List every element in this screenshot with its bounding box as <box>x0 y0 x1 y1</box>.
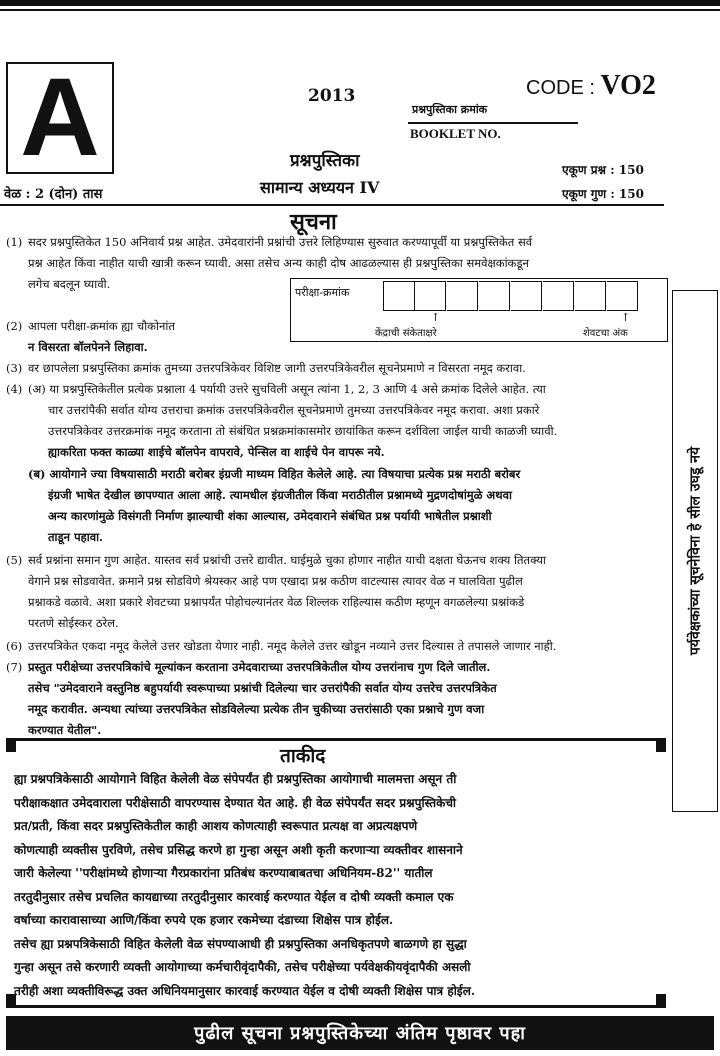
set-letter-box <box>6 56 114 179</box>
totals <box>562 158 644 206</box>
instruction-line: परतणे सोईस्कर ठरेल. <box>28 616 119 630</box>
code-label: CODE : <box>526 77 595 99</box>
arrow-up-icon: ↑ <box>431 311 441 324</box>
instruction-line: चार उत्तरांपैकी सर्वात योग्य उत्तराचा क्रमांक उत्तरपत्रिकेवरील सूचनेप्रमाणे तुमच्या उत्तरपत्रिकेवर नमूद करावा. अशा प्रकारे <box>48 403 540 417</box>
instruction-line: न विसरता बॉलपेनने लिहावा. <box>28 340 148 354</box>
warning-line: परीक्षाकक्षात उमेदवाराला परीक्षेसाठी वापरण्यास देण्यात येत आहे. ही वेळ संपेपर्यंत सदर प्रश्नपुस्तिकेची <box>14 795 457 810</box>
warning-body <box>14 768 654 1003</box>
instruction-line: लगेच बदलून घ्यावी. <box>28 277 111 291</box>
instruction-line: प्रस्तुत परीक्षेच्या उत्तरपत्रिकांचे मूल्यांकन करताना उमेदवाराच्या उत्तरपत्रिकेतील योग्य उत्तरांनाच गुण दिले जातील. <box>28 660 491 674</box>
roll-cell[interactable] <box>479 281 510 311</box>
total-marks: एकूण गुण : 150 <box>562 187 644 201</box>
instruction-line: तसेच "उमेदवाराने वस्तुनिष्ठ बहुपर्यायी स्वरूपाच्या प्रश्नांची दिलेल्या चार उत्तरांपैकी सर्वात योग्य उत्तरेच उत्तरपत्रिकेत <box>28 681 497 695</box>
center-code-label: केंद्राची संकेताक्षरे <box>375 328 437 339</box>
warning-bottom-rule <box>6 1005 666 1008</box>
roll-cell[interactable] <box>447 281 478 311</box>
warning-top-rule <box>6 738 666 741</box>
booklet-title: प्रश्नपुस्तिका <box>290 151 360 171</box>
instruction-number: (6) <box>6 639 23 653</box>
instruction-6 <box>6 636 670 657</box>
subject-title: सामान्य अध्ययन IV <box>260 178 380 197</box>
warning-line: तरतुदीनुसार तसेच प्रचलित कायद्याच्या तरतुदीनुसार कारवाई करण्यात येईल व दोषी व्यक्ती कमाल एक <box>14 889 454 904</box>
warning-line: कोणत्याही व्यक्तीस पुरविणे, तसेच प्रसिद्ध करणे हा गुन्हा असून अशी कृती करणाऱ्या व्यक्तीवर शासनाने <box>14 842 463 857</box>
seal-warning-text: पर्यवेक्षकांच्या सूचनेविना हे सील उघडू नये <box>687 446 704 656</box>
warning-line: प्रत/प्रती, किंवा सदर प्रश्नपुस्तिकेतील काही आशय कोणत्याही स्वरूपात प्रत्यक्ष वा अप्रत्यक्षपणे <box>14 819 418 833</box>
instruction-number: (5) <box>6 553 23 567</box>
seal-warning-sidebar <box>672 290 718 812</box>
roll-cell[interactable] <box>415 281 446 311</box>
instruction-line: अन्य कारणांमुळे विसंगती निर्माण झाल्याची शंका आल्यास, उमेदवाराने संबंधित प्रश्न पर्यायी भाषेतील प्रश्नाशी <box>48 509 492 523</box>
instruction-line: वर छापलेला प्रश्नपुस्तिका क्रमांक तुमच्या उत्तरपत्रिकेवर विशिष्ट जागी उत्तरपत्रिकेवरील सूचनेप्रमाणे न विसरता नमूद करावा. <box>28 361 526 375</box>
top-rule-thin <box>0 9 720 11</box>
roll-cell[interactable] <box>575 281 606 311</box>
code-block <box>526 70 656 102</box>
top-rule <box>0 0 720 6</box>
exam-year: 2013 <box>308 86 356 106</box>
warning-title: ताकीद <box>280 745 326 767</box>
instruction-line: उत्तरपत्रिकेत एकदा नमूद केलेले उत्तर खोडता येणार नाही. नमूद केलेले उत्तर खोडून नव्याने उत्तर दिल्यास ते तपासले जाणार नाही. <box>28 639 557 653</box>
instruction-7 <box>6 657 670 741</box>
roll-cell[interactable] <box>511 281 542 311</box>
arrow-up-icon: ↑ <box>621 311 631 324</box>
instruction-line: नमूद करावीत. अन्यथा त्यांच्या उत्तरपत्रिकेत सोडविलेल्या प्रत्येक तीन चुकीच्या उत्तरांसाठी एका प्रश्नाचे गुण वजा <box>28 702 485 716</box>
instruction-line: ह्याकरिता फक्त काळ्या शाईचे बॉलपेन वापरावे, पेन्सिल वा शाईचे पेन वापरू नये. <box>48 445 385 459</box>
warning-line: ह्या प्रश्नपत्रिकेसाठी आयोगाने विहित केलेली वेळ संपेपर्यंत ही प्रश्नपुस्तिका आयोगाची मालमत्ता असून ती <box>14 772 457 786</box>
instruction-3 <box>6 358 670 379</box>
instruction-number: (2) <box>6 319 23 333</box>
instruction-line: (अ) या प्रश्नपुस्तिकेतील प्रत्येक प्रश्नाला 4 पर्यायी उत्तरे सुचविली असून त्यांना 1, 2, 3 आणि 4 असे क्रमांक दिलेले आहेत. त्या <box>28 382 546 396</box>
instruction-line: वेगाने प्रश्न सोडवावेत. क्रमाने प्रश्न सोडविणे श्रेयस्कर आहे पण एखादा प्रश्न कठीण वाटल्यास त्यावर वेळ न घालविता पुढील <box>28 574 523 588</box>
instruction-line: करण्यात येतील". <box>28 723 102 737</box>
time-allowed: वेळ : 2 (दोन) तास <box>4 187 103 202</box>
roll-cell[interactable] <box>383 281 415 311</box>
last-digit-label: शेवटचा अंक <box>583 328 628 339</box>
instruction-line: उत्तरपत्रिकेवर उत्तरक्रमांक नमूद करताना तो संबंधित प्रश्नक्रमांकासमोर छायांकित करून दर्शविला जाईल याची काळजी घ्यावी. <box>48 424 558 438</box>
roll-cell[interactable] <box>543 281 574 311</box>
roll-cell[interactable] <box>607 281 638 311</box>
instruction-line: (ब) आयोगाने ज्या विषयासाठी मराठी बरोबर इंग्रजी माध्यम विहित केलेले आहे. त्या विषयाचा प्रत्येक प्रश्न मराठी बरोबर <box>28 467 521 481</box>
instruction-5 <box>6 550 670 634</box>
instruction-number: (1) <box>6 235 23 249</box>
instruction-number: (4) <box>6 382 23 396</box>
warning-corner <box>6 738 16 752</box>
instructions-title: सूचना <box>290 209 337 235</box>
booklet-no-line <box>408 122 578 124</box>
set-letter: A <box>20 56 100 179</box>
booklet-no-marathi: प्रश्नपुस्तिका क्रमांक <box>412 103 488 116</box>
warning-line: वर्षाच्या कारावासाच्या आणि/किंवा रुपये एक हजार रकमेच्या दंडाच्या शिक्षेस पात्र होईल. <box>14 913 394 927</box>
warning-line: तसेच ह्या प्रश्नपत्रिकेसाठी विहित केलेली वेळ संपण्याआधी ही प्रश्नपुस्तिका अनधिकृतपणे बाळगणे हा सुद्धा <box>14 936 467 951</box>
instruction-2 <box>6 316 670 358</box>
warning-line: गुन्हा असून तसे करणारी व्यक्ती आयोगाच्या कर्मचारीवृंदापैकी, तसेच परीक्षेच्या पर्यवेक्षकीयवृंदापैकी असली <box>14 960 471 974</box>
code-value: VO2 <box>600 70 656 101</box>
instruction-number: (7) <box>6 660 23 674</box>
instruction-4b <box>6 464 670 548</box>
instruction-4a <box>6 379 670 463</box>
instruction-number: (3) <box>6 361 23 375</box>
warning-line: जारी केलेल्या ''परीक्षांमध्ये होणाऱ्या गैरप्रकारांना प्रतिबंध करण्याबाबतचा अधिनियम-82'' यातील <box>14 866 433 880</box>
instruction-line: आपला परीक्षा-क्रमांक ह्या चौकोनांत <box>28 319 175 333</box>
roll-number-label: परीक्षा-क्रमांक <box>295 286 350 299</box>
warning-line: तरीही अशा व्यक्तीविरूद्ध उक्त अधिनियमानुसार कारवाई करण्यात येईल व दोषी व्यक्ती शिक्षेस पात्र होईल. <box>14 983 476 998</box>
booklet-no-english: BOOKLET NO. <box>410 126 501 141</box>
total-questions: एकूण प्रश्न : 150 <box>562 163 644 177</box>
instruction-line: सदर प्रश्नपुस्तिकेत 150 अनिवार्य प्रश्न आहेत. उमेदवारांनी प्रश्नांची उत्तरे लिहिण्यास सुरुवात करण्यापूर्वी या प्रश्नपुस्तिकेत सर्व <box>28 235 533 249</box>
footer-banner: पुढील सूचना प्रश्नपुस्तिकेच्या अंतिम पृष्ठावर पहा <box>6 1016 714 1050</box>
instruction-line: सर्व प्रश्नांना समान गुण आहेत. यास्तव सर्व प्रश्नांची उत्तरे द्यावीत. घाईमुळे चुका होणार नाहीत याची दक्षता घेऊनच शक्य तितक्या <box>28 553 546 567</box>
warning-corner <box>656 738 666 752</box>
instruction-line: इंग्रजी भाषेत देखील छापण्यात आला आहे. त्यामधील इंग्रजीतील किंवा मराठीतील प्रश्नामध्ये मुद्रणदोषांमुळे अथवा <box>48 488 512 502</box>
instruction-line: प्रश्नाकडे वळावे. अशा प्रकारे शेवटच्या प्रश्नापर्यंत पोहोचल्यानंतर वेळ शिल्लक राहिल्यास कठीण म्हणून वगळलेल्या प्रश्नांकडे <box>28 595 525 609</box>
instruction-line: प्रश्न आहेत किंवा नाहीत याची खात्री करून घ्यावी. असा तसेच अन्य काही दोष आढळल्यास ही प्रश्नपुस्तिका समवेक्षकांकडून <box>28 256 529 270</box>
instruction-line: ताडून पहावा. <box>48 530 104 544</box>
